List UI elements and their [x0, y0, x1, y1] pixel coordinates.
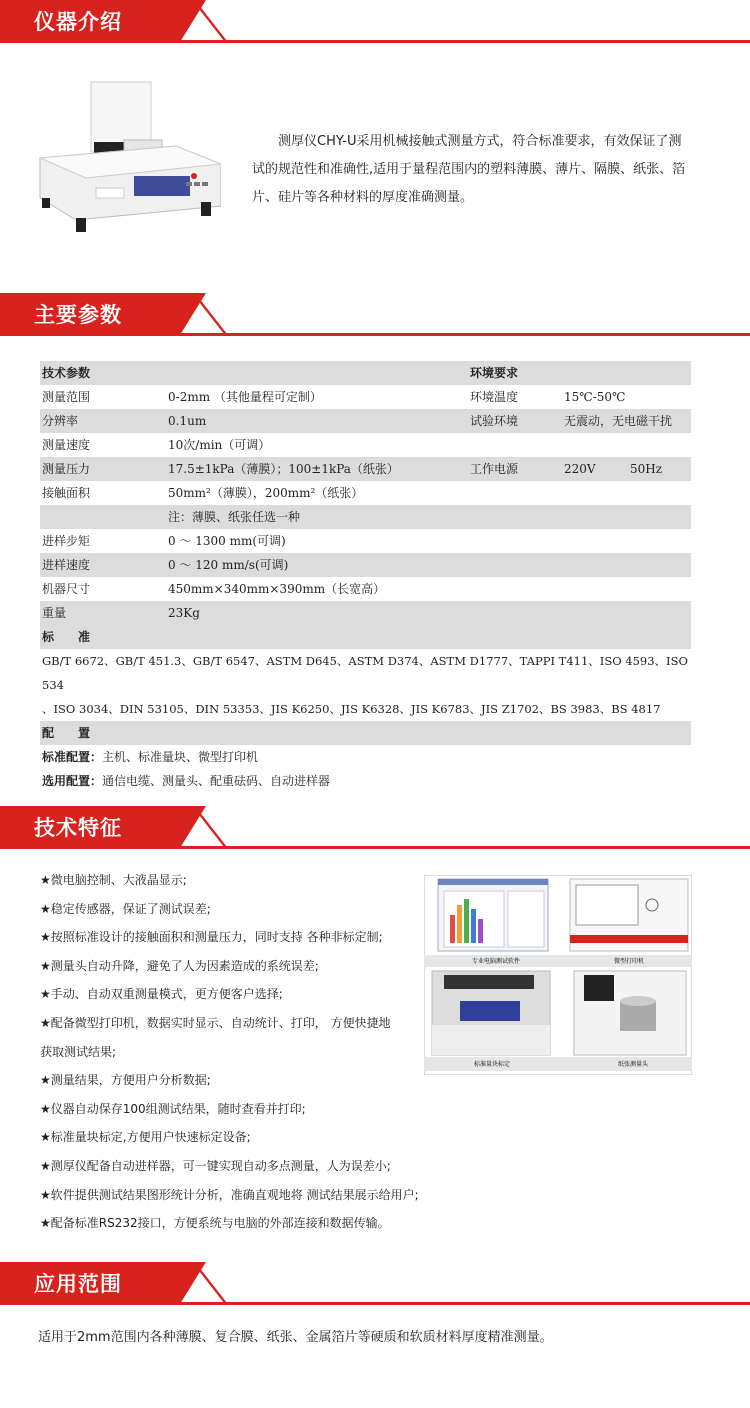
param-name: 接触面积: [42, 486, 91, 500]
config-standard-label: 标准配置：: [42, 750, 103, 764]
config-standard-row: [40, 745, 691, 769]
param-name: 测量速度: [42, 438, 91, 452]
header-line: [0, 333, 750, 336]
param-value: 注：薄膜、纸张任选一种: [168, 510, 301, 524]
section-title: 应用范围: [34, 1272, 122, 1296]
feature-item: ★手动、自动双重测量模式，更方便客户选择;: [40, 987, 283, 1002]
feature-item: ★软件提供测试结果图形统计分析，准确直观地将 测试结果展示给用户;: [40, 1187, 419, 1202]
standards-line-1: GB/T 6672、GB/T 451.3、GB/T 6547、ASTM D645、ASTM D374、ASTM D1777、TAPPI T411、ISO 4593、ISO 534: [42, 654, 688, 692]
params-table: [40, 361, 691, 793]
table-header-row: [40, 361, 691, 385]
table-row: [40, 601, 691, 625]
config-optional-value: 通信电缆、测量头、配重砝码、自动进样器: [102, 774, 331, 788]
standards-header-row: [40, 625, 691, 649]
env-name: 工作电源: [470, 462, 519, 476]
photo-caption-printer: 微型打印机: [614, 958, 645, 965]
param-value: 0.1um: [168, 414, 207, 428]
intro-description: 测厚仪CHY-U采用机械接触式测量方式，符合标准要求，有效保证了测试的规范性和准确性,适用于量程范围内的塑料薄膜、薄片、隔膜、纸张、箔片、硅片等各种材料的厚度准确测量。: [252, 134, 686, 205]
section-header-apply: [0, 1262, 750, 1306]
section-header-intro: [0, 0, 750, 44]
env-name: 环境温度: [470, 390, 519, 404]
product-photos: [424, 875, 692, 1075]
config-optional-row: [40, 769, 691, 793]
header-environment: 环境要求: [470, 366, 519, 380]
feature-item: ★仪器自动保存100组测试结果，随时查看并打印;: [40, 1101, 306, 1116]
table-row: [40, 577, 691, 601]
param-name: 测量压力: [42, 462, 91, 476]
param-value: 0 ～ 1300 mm(可调): [168, 534, 286, 548]
feature-item: ★测厚仪配备自动进样器，可一键实现自动多点测量，人为误差小;: [40, 1158, 391, 1173]
env-value-extra: 50Hz: [630, 462, 663, 476]
param-name: 机器尺寸: [42, 582, 91, 596]
param-name: 进样速度: [42, 558, 91, 572]
feature-item: ★配备微型打印机，数据实时显示、自动统计、打印， 方便快捷地: [40, 1015, 391, 1030]
env-value: 15℃-50℃: [564, 390, 626, 404]
table-row: [40, 481, 691, 505]
param-value: 50mm²（薄膜），200mm²（纸张）: [168, 486, 364, 500]
table-row: [40, 505, 691, 529]
photo-caption-software: 专业电脑测试软件: [472, 958, 521, 965]
table-row: [40, 409, 691, 433]
application-description: 适用于2mm范围内各种薄膜、复合膜、纸张、金属箔片等硬质和软质材料厚度精准测量。: [38, 1330, 553, 1345]
section-header-params: [0, 293, 750, 337]
feature-item: ★按照标准设计的接触面积和测量压力，同时支持 各种非标定制;: [40, 930, 383, 945]
standards-line-2: 、ISO 3034、DIN 53105、DIN 53353、JIS K6250、JIS K6328、JIS K6783、JIS Z1702、BS 3983、BS 4817: [42, 702, 661, 716]
header-line: [0, 1302, 750, 1305]
feature-item: ★微电脑控制、大液晶显示;: [40, 873, 187, 887]
header-line: [0, 846, 750, 849]
param-value: 23Kg: [168, 606, 200, 620]
config-standard-value: 主机、标准量块、微型打印机: [102, 750, 259, 764]
param-value: 450mm×340mm×390mm（长宽高）: [168, 582, 386, 596]
param-value: 17.5±1kPa（薄膜）；100±1kPa（纸张）: [168, 462, 399, 476]
section-title: 技术特征: [34, 816, 122, 840]
param-name: 进样步矩: [42, 534, 91, 548]
param-value: 10次/min（可调）: [168, 438, 271, 452]
env-value: 220V: [564, 462, 596, 476]
thickness-tester-image: [36, 80, 221, 245]
config-optional-label: 选用配置：: [42, 774, 103, 788]
feature-item: 获取测试结果;: [40, 1044, 117, 1059]
feature-item: ★标准量块标定,方便用户快速标定设备;: [40, 1130, 251, 1145]
feature-item: ★测量结果，方便用户分析数据;: [40, 1073, 211, 1088]
param-name: 分辨率: [42, 414, 79, 428]
photo-caption-calibration: 标准量块标定: [474, 1061, 511, 1068]
config-header-row: [40, 721, 691, 745]
param-name: 测量范围: [42, 390, 91, 404]
feature-item: ★稳定传感器，保证了测试误差;: [40, 901, 211, 916]
feature-item: ★配备标准RS232接口，方便系统与电脑的外部连接和数据传输。: [40, 1216, 390, 1231]
table-row: [40, 433, 691, 457]
features-list: [40, 866, 430, 1238]
config-header: 配 置: [42, 726, 91, 740]
table-row: [40, 553, 691, 577]
section-title: 主要参数: [34, 303, 122, 327]
param-name: 重量: [42, 606, 67, 620]
param-value: 0-2mm （其他量程可定制）: [168, 390, 322, 404]
header-tech-params: 技术参数: [42, 366, 91, 380]
env-name: 试验环境: [470, 414, 519, 428]
photo-caption-paper-head: 纸张测量头: [618, 1061, 649, 1068]
section-title: 仪器介绍: [34, 10, 122, 34]
table-row: [40, 457, 691, 481]
table-row: [40, 529, 691, 553]
standards-header: 标 准: [42, 630, 91, 644]
section-header-features: [0, 806, 750, 850]
feature-item: ★测量头自动升降，避免了人为因素造成的系统误差;: [40, 958, 319, 973]
table-row: [40, 385, 691, 409]
env-value: 无震动，无电磁干扰: [564, 414, 673, 428]
param-value: 0 ～ 120 mm/s(可调): [168, 558, 289, 572]
header-line: [0, 40, 750, 43]
